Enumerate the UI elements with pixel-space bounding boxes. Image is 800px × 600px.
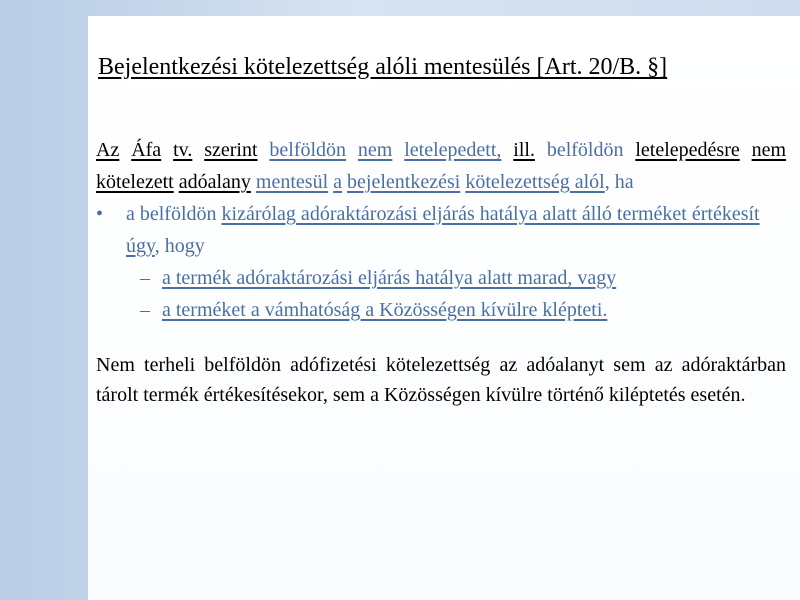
word: belföldön	[269, 139, 347, 161]
dash-mark: –	[140, 299, 150, 321]
dash-item	[96, 262, 786, 294]
bullet-text-b: kizárólag adóraktározási eljárás hatálya alatt álló terméket értékesít úgy	[126, 203, 760, 257]
word: Áfa	[131, 139, 162, 161]
word: nem	[357, 139, 393, 161]
dash-text: a terméket a vámhatóság a Közösségen kívülre klépteti.	[162, 299, 608, 321]
word: tv.	[173, 139, 193, 161]
bullet-text-a: a belföldön	[126, 203, 217, 225]
dash-text: a termék adóraktározási eljárás hatálya alatt marad, vagy	[162, 267, 617, 289]
bullet-text-c: , hogy	[154, 235, 205, 257]
dash-mark: –	[140, 267, 150, 289]
slide-content	[96, 134, 786, 410]
slide	[88, 16, 800, 600]
paragraph-intro	[96, 134, 786, 198]
word: letelepedésre	[635, 139, 740, 161]
word: kötelezettség alól	[465, 171, 605, 193]
word: szerint	[204, 139, 258, 161]
word: nem	[751, 139, 787, 161]
word: mentesül	[255, 171, 329, 193]
word: adóalany	[178, 171, 251, 193]
paragraph-conclusion: Nem terheli belföldön adófizetési kötelezettség az adóalanyt sem az adóraktárban tárolt termék értékesítésekor, sem a Közösségen kívülre történő kiléptetés esetén.	[96, 354, 786, 406]
word: belföldön	[546, 139, 624, 161]
word: kötelezett	[96, 171, 174, 193]
bullet-mark: •	[96, 203, 104, 225]
word: , ha	[604, 171, 634, 193]
word: ill.	[513, 139, 535, 161]
bullet-item	[96, 198, 786, 262]
dash-item	[96, 294, 786, 326]
word: Az	[96, 139, 120, 161]
word: bejelentkezési	[347, 171, 461, 193]
word: letelepedett,	[404, 139, 502, 161]
slide-title: Bejelentkezési kötelezettség alóli mentesülés [Art. 20/B. §]	[98, 54, 668, 80]
word: a	[333, 171, 343, 193]
